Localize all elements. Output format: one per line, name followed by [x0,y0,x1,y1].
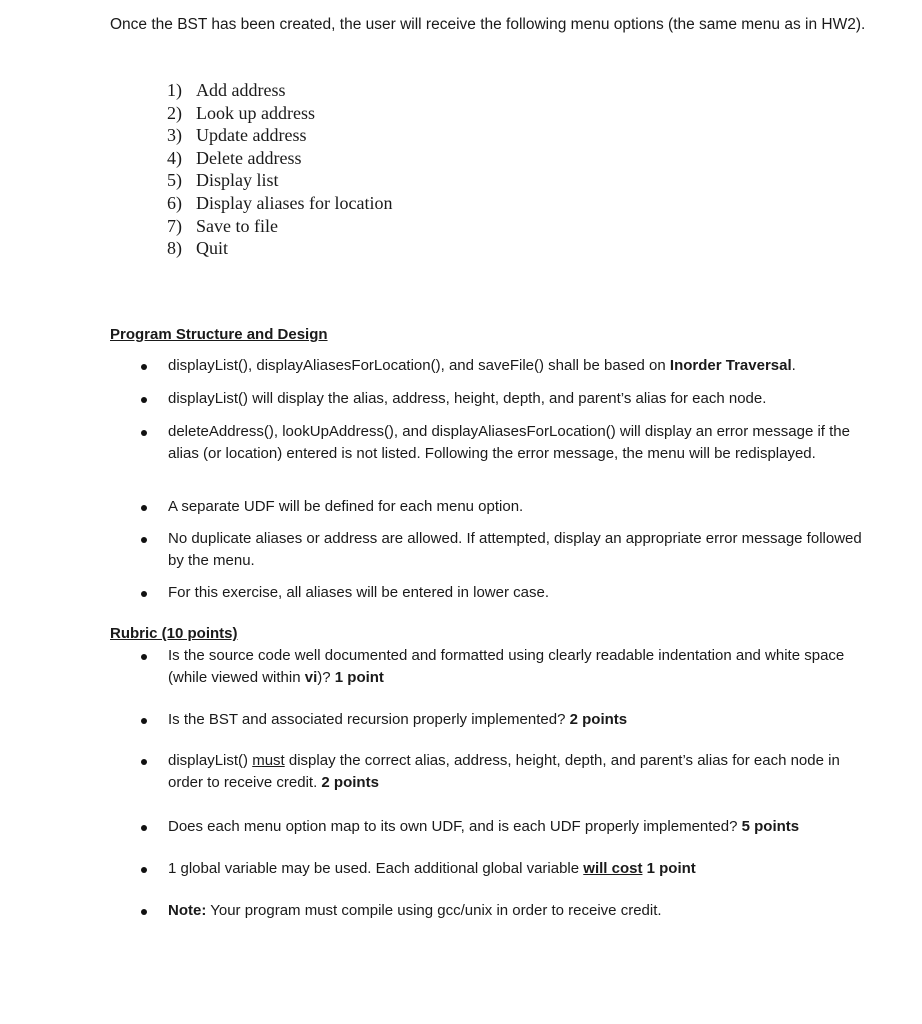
menu-option-number: 8) [167,238,182,259]
menu-option [167,215,392,238]
menu-option-number: 3) [167,125,182,146]
menu-option [167,169,392,192]
rubric-bullet-text: Note: Your program must compile using gcc/unix in order to receive credit. [168,902,662,919]
menu-option-label: Display aliases for location [196,192,393,213]
bullet-icon [141,759,147,765]
menu-option-number: 6) [167,192,182,213]
menu-option-label: Quit [196,238,229,259]
bullet-icon [141,364,147,370]
section-heading-rubric: Rubric (10 points) [110,625,238,642]
menu-option-number: 4) [167,147,182,168]
bullet-icon [141,505,147,511]
menu-option [167,124,392,147]
menu-option [167,102,392,125]
menu-option-label: Save to file [196,215,278,236]
intro-paragraph: Once the BST has been created, the user will receive the following menu options (the same menu as in HW2). [110,16,866,33]
bullet-icon [141,397,147,403]
rubric-bullet-text: displayList() must display the correct alias, address, height, depth, and parent’s alias for each node in order to receive credit. 2 points [168,752,840,791]
bullet-icon [141,430,147,436]
structure-bullet-text: A separate UDF will be defined for each menu option. [168,498,524,515]
structure-bullet-text: deleteAddress(), lookUpAddress(), and displayAliasesForLocation() will display an error message if the alias (or location) entered is not listed. Following the error message, the menu will be redisplayed. [168,423,850,462]
structure-bullet-text: No duplicate aliases or address are allowed. If attempted, display an appropriate error message followed by the menu. [168,530,862,569]
section-heading-program-structure: Program Structure and Design [110,326,328,343]
structure-bullet-text: displayList(), displayAliasesForLocation(), and saveFile() shall be based on Inorder Traversal. [168,357,796,374]
bullet-icon [141,825,147,831]
menu-option [167,192,392,215]
bullet-icon [141,654,147,660]
rubric-bullet-text: 1 global variable may be used. Each additional global variable will cost 1 point [168,860,696,877]
rubric-bullet-text: Does each menu option map to its own UDF, and is each UDF properly implemented? 5 points [168,818,800,835]
structure-bullet-text: For this exercise, all aliases will be entered in lower case. [168,584,549,601]
bullet-icon [141,867,147,873]
bullet-icon [141,718,147,724]
menu-option-label: Delete address [196,147,302,168]
structure-bullet-text: displayList() will display the alias, address, height, depth, and parent’s alias for each node. [168,390,767,407]
menu-option-number: 7) [167,215,182,236]
menu-option-label: Add address [196,80,286,100]
menu-option-number: 5) [167,170,182,191]
rubric-bullet-text: Is the source code well documented and formatted using clearly readable indentation and white space (while viewed within vi)? 1 point [168,647,845,686]
menu-option-label: Update address [196,125,307,146]
menu-option-label: Look up address [196,102,315,123]
bullet-icon [141,909,147,915]
menu-option [167,79,392,102]
menu-option [167,237,392,260]
bullet-icon [141,591,147,597]
menu-options-list [167,79,392,260]
rubric-bullet-text: Is the BST and associated recursion properly implemented? 2 points [168,711,628,728]
menu-option [167,147,392,170]
menu-option-label: Display list [196,170,279,191]
bullet-icon [141,537,147,543]
menu-option-number: 2) [167,102,182,123]
menu-option-number: 1) [167,80,182,100]
